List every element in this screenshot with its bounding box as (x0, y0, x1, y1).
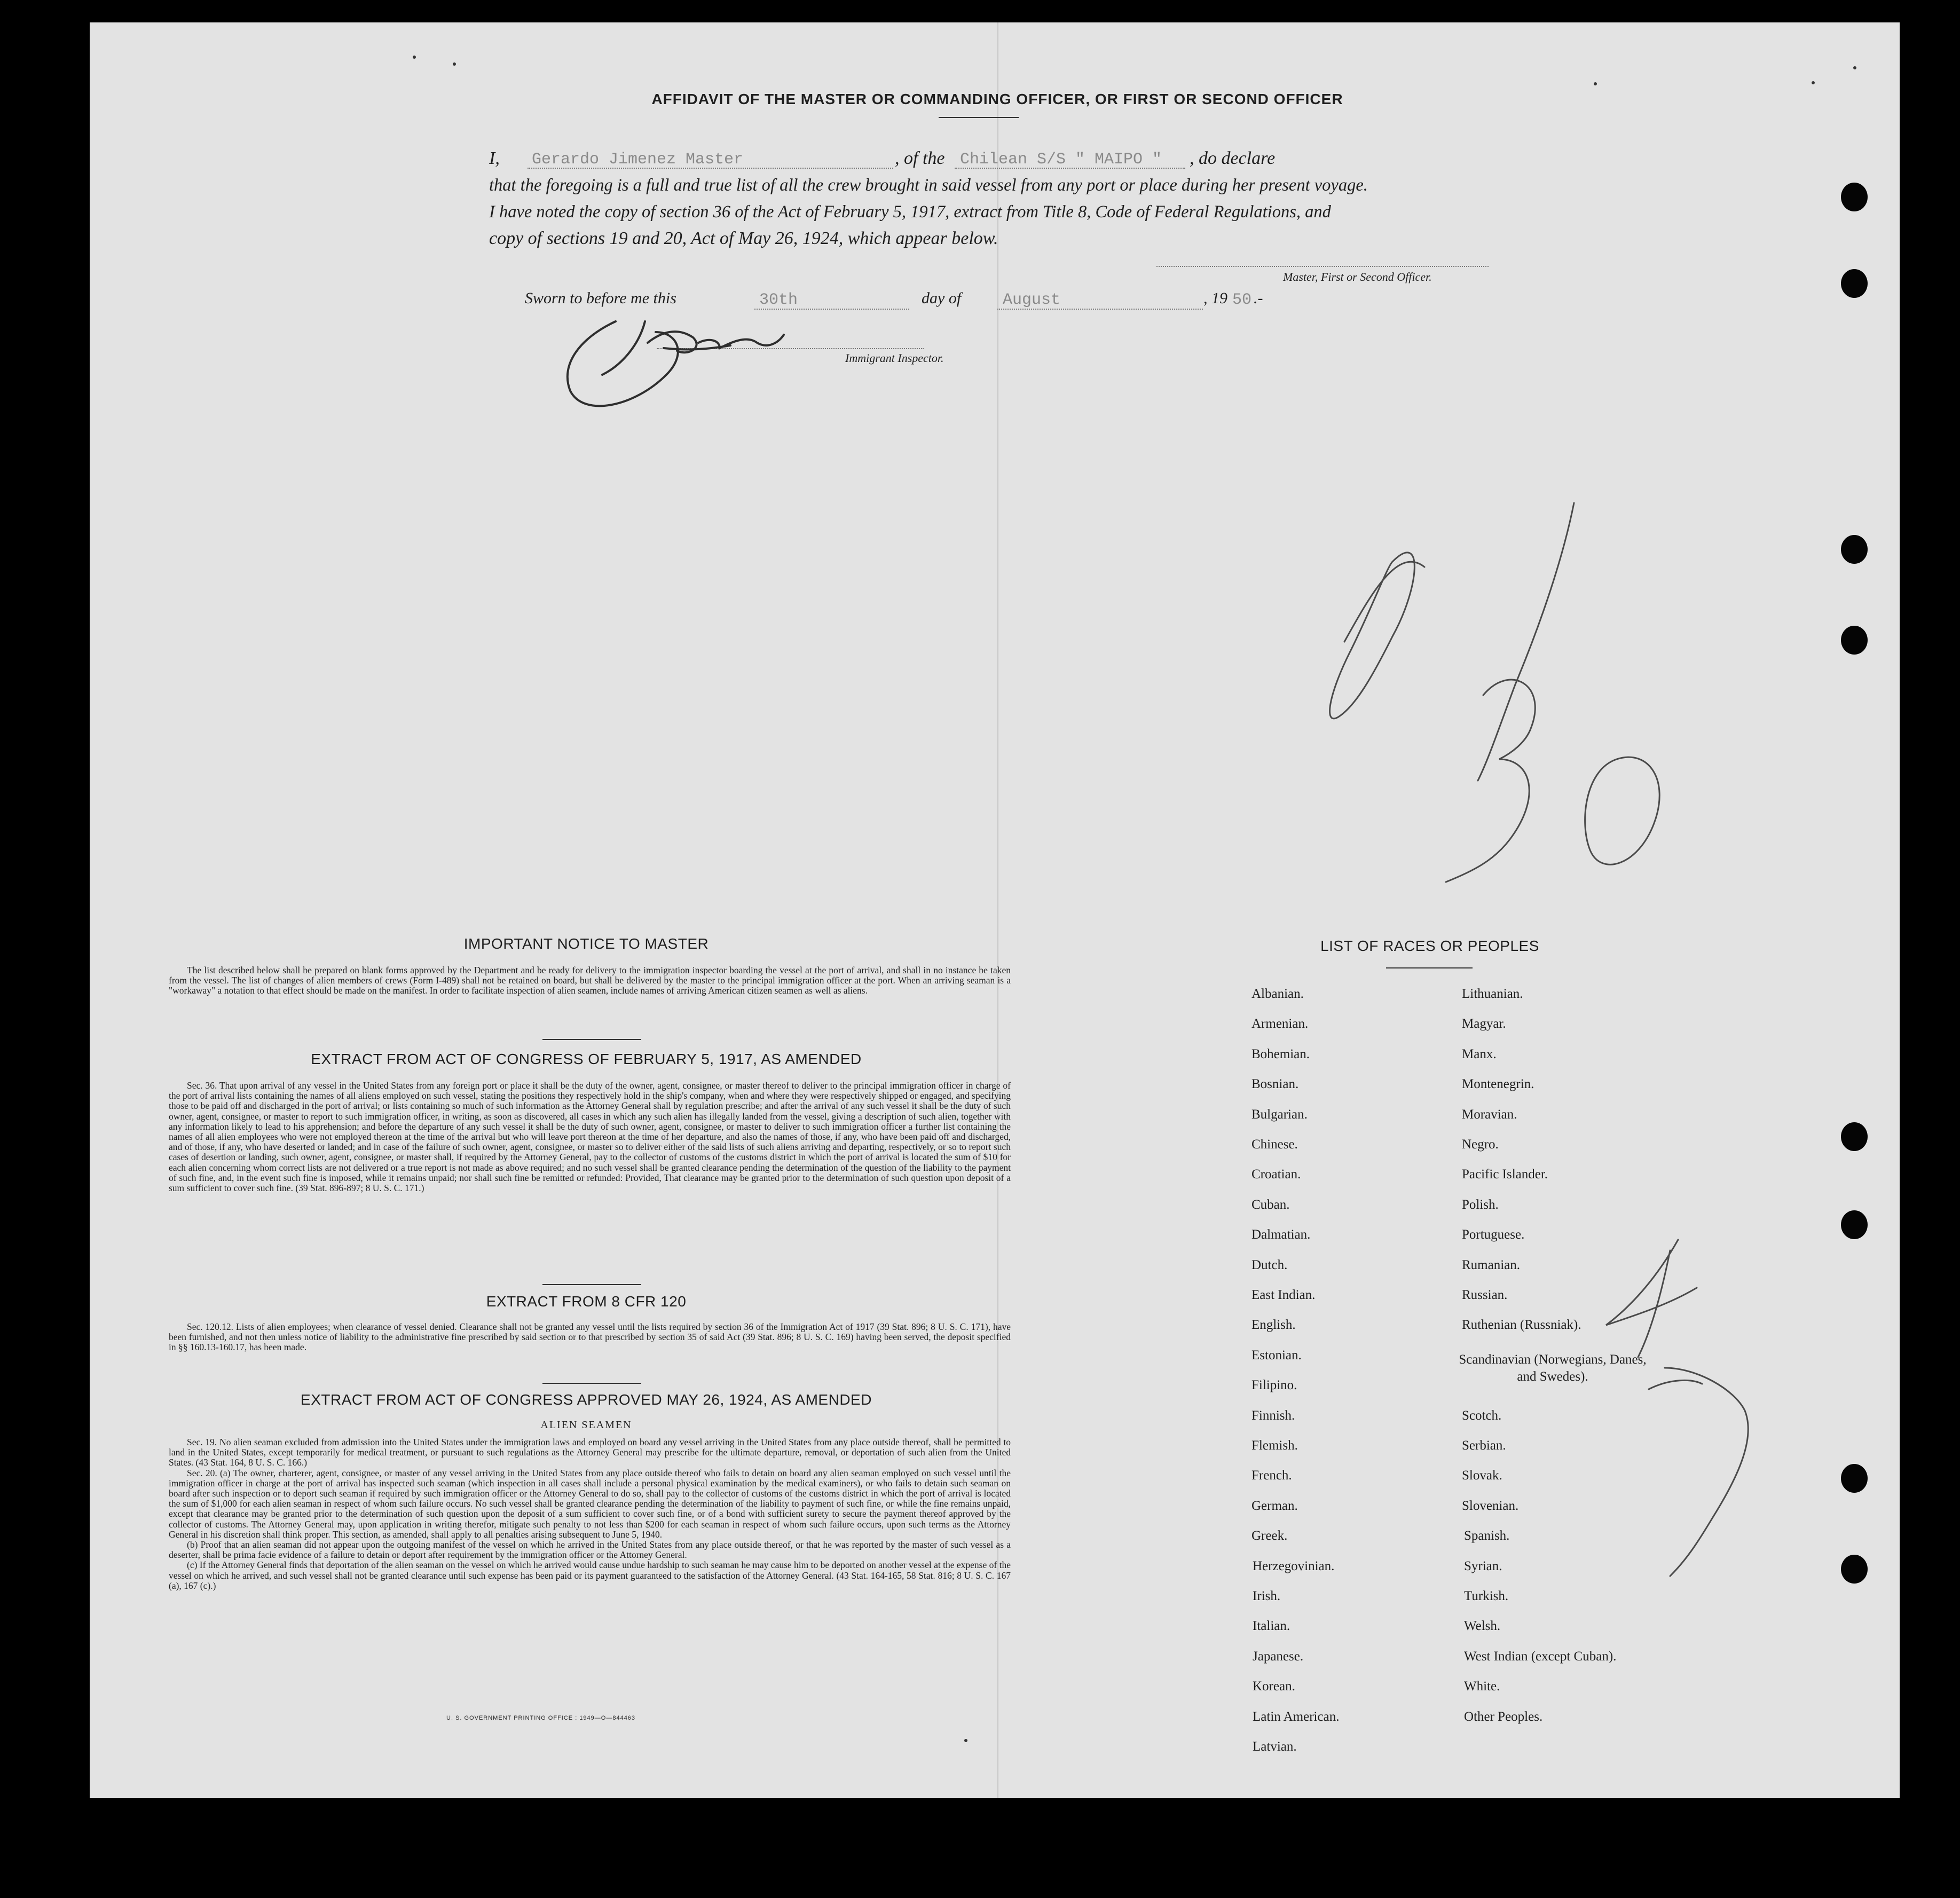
race-item: Slovenian. (1462, 1498, 1519, 1513)
race-item: Manx. (1462, 1046, 1497, 1061)
race-item: Estonian. (1251, 1348, 1302, 1363)
inspector-signature-scribble (568, 321, 784, 406)
declaration-line-3: I have noted the copy of section 36 of the Act of February 5, 1917, extract from Title 8, Code of Federal Regulations, and (489, 202, 1331, 222)
notice-body (169, 965, 1011, 996)
sworn-end: .- (1254, 289, 1263, 307)
alien-seamen-subtitle: ALIEN SEAMEN (540, 1419, 632, 1431)
declaration-line-2: that the foregoing is a full and true list of all the crew brought in said vessel from any port or place during her present voyage. (489, 176, 1368, 195)
master-name: Gerardo Jimenez Master (532, 151, 744, 169)
race-item: Scotch. (1462, 1408, 1502, 1423)
extract-cfr-title: EXTRACT FROM 8 CFR 120 (486, 1293, 687, 1310)
race-item: German. (1251, 1498, 1298, 1513)
notice-title: IMPORTANT NOTICE TO MASTER (463, 935, 709, 952)
extract-1924-title: EXTRACT FROM ACT OF CONGRESS APPROVED MAY 26, 1924, AS AMENDED (301, 1391, 872, 1408)
race-item: Russian. (1462, 1288, 1508, 1302)
race-item: Other Peoples. (1464, 1709, 1543, 1724)
extract-cfr-body (169, 1322, 1011, 1353)
handwritten-43 (1606, 1240, 1748, 1576)
race-item: Lithuanian. (1462, 987, 1523, 1001)
inspector-label: Immigrant Inspector. (845, 351, 944, 365)
races-title: LIST OF RACES OR PEOPLES (1320, 938, 1539, 954)
race-item: Cuban. (1251, 1197, 1290, 1212)
race-item: Albanian. (1251, 987, 1304, 1001)
of-the-text: , of the (895, 148, 945, 168)
master-label: Master, First or Second Officer. (1283, 270, 1432, 283)
extract-1917-body (169, 1081, 1011, 1193)
sworn-year: 50 (1232, 291, 1252, 309)
race-item: Serbian. (1462, 1438, 1506, 1453)
race-item: Welsh. (1464, 1619, 1501, 1634)
sworn-day: 30th (759, 291, 798, 309)
race-item: Polish. (1462, 1197, 1499, 1212)
sec-20b-paragraph: (b) Proof that an alien seaman did not appear upon the outgoing manifest of the vessel on which he arrived in the United States from any place outside thereof, or that he was reported by the master of such vessel as a deserter, shall be prima facie evidence of a failure to detain or deport after requirement by the immigration officer or the Attorney General. (169, 1539, 1011, 1561)
race-item: Herzegovinian. (1253, 1558, 1335, 1573)
sec-19-paragraph: Sec. 19. No alien seaman excluded from admission into the United States under the immigration laws and employed on board any vessel arriving in the United States from any place outside thereof, shall be permitted to land in the United States, except temporarily for medical treatment, or pursuant to such regulations as the Attorney General may prescribe for the ultimate departure, removal, or deportation of such alien from the United States. (43 Stat. 164, 8 U. S. C. 166.) (169, 1437, 1011, 1468)
race-item: Bulgarian. (1251, 1107, 1308, 1122)
handwritten-8-30 (1330, 503, 1660, 882)
affidavit-title: AFFIDAVIT OF THE MASTER OR COMMANDING OFFICER, OR FIRST OR SECOND OFFICER (651, 91, 1343, 107)
race-item: Negro. (1462, 1137, 1499, 1152)
section-rule (542, 1383, 641, 1384)
day-of-text: day of (922, 289, 962, 307)
race-item: Dutch. (1251, 1257, 1288, 1272)
sec-20a-paragraph: Sec. 20. (a) The owner, charterer, agent, consignee, or master of any vessel arriving in the United States from any place outside thereof who fails to detain on board any alien seaman employed on such vessel until the immigration officer in charge at the port of arrival has inspected such seaman (which inspection in all cases shall include a personal physical examination by the medical examiners), or who fails to detain such seaman on board after such inspection or to deport such seaman if required by such immigration officer or the Attorney General to do so, shall pay to the collector of customs of the customs district in which the port of arrival is located the sum of $1,000 for each alien seaman in respect of whom such failure occurs. No such vessel shall be granted clearance pending the determination of the liability to payment of such fine, or while the fine remains unpaid, except that clearance may be granted prior to the determination of such question upon the deposit of a sum sufficient to cover such fine, or of a bond with sufficient surety to secure the payment thereof approved by the collector of customs. The Attorney General may, upon application in writing therefor, mitigate such penalty to not less than $200 for each seaman in respect of whom such failure occurs, upon such terms as the Attorney General in his discretion shall think proper. This section, as amended, shall apply to all penalties arising subsequent to June 5, 1940. (169, 1467, 1011, 1540)
race-item: Japanese. (1253, 1649, 1304, 1664)
sworn-month: August (1003, 291, 1061, 309)
race-item: English. (1251, 1318, 1296, 1333)
extract-1917-title: EXTRACT FROM ACT OF CONGRESS OF FEBRUARY 5, 1917, AS AMENDED (311, 1051, 862, 1067)
race-item: Moravian. (1462, 1107, 1517, 1122)
races-rule (1386, 967, 1473, 968)
race-item: Rumanian. (1462, 1257, 1521, 1272)
race-item: Filipino. (1251, 1378, 1297, 1393)
notice-paragraph: The list described below shall be prepared on blank forms approved by the Department and be ready for delivery to the immigration inspector boarding the vessel at the port of arrival, and shall in no instance be taken from the vessel. The list of changes of alien members of crews (Form I-489) shall not be retained on board, but shall be delivered by the master to the principal immigration officer at the port. When an arriving seaman is a "workaway" a notation to that effect should be made on the manifest. In order to facilitate inspection of alien seamen, include names of arriving American citizen seamen as well as aliens. (169, 965, 1011, 996)
race-item: Finnish. (1251, 1408, 1295, 1423)
do-declare-text: , do declare (1190, 148, 1276, 168)
race-item: Magyar. (1462, 1017, 1506, 1031)
race-item: Bosnian. (1251, 1077, 1299, 1092)
vessel-name: Chilean S/S " MAIPO " (960, 151, 1162, 169)
race-item: Montenegrin. (1462, 1077, 1534, 1092)
document-page (90, 22, 1900, 1798)
sec-120-12-paragraph: Sec. 120.12. Lists of alien employees; when clearance of vessel denied. Clearance shall not be granted any vessel until the lists required by section 36 of the Immigration Act of 1917 (39 Stat. 896; 8 U. S. C. 171), have been furnished, and not then unless notice of liability to the administrative fine prescribed by said section or to that prescribed by section 35 of said Act (39 Stat. 896; 8 U. S. C. 169) having been served, the deposit specified in §§ 160.13-160.17, has been made. (169, 1321, 1011, 1353)
sec-36-paragraph: Sec. 36. That upon arrival of any vessel in the United States from any foreign port or place it shall be the duty of the owner, agent, consignee, or master thereof to deliver to the principal immigration officer in charge of the port of arrival lists containing the names of all aliens employed on such vessel, stating the positions they respectively hold in the ship's company, when and where they were respectively shipped or engaged, and specifying those to be paid off and discharged in the port of arrival; or lists containing so much of such information as the Attorney General shall by regulation prescribe; and after the arrival of any such vessel it shall be the duty of such owner, agent, consignee, or master to report to such immigration officer, in writing, as soon as discovered, all cases in which any such alien has illegally landed from the vessel, giving a description of such alien, together with any information likely to lead to his apprehension; and before the departure of any such vessel it shall be the duty of such owner, agent, consignee, or master to deliver to such immigration officer a further list containing the names of all alien employees who were not employed thereon at the time of the arrival but who will leave port thereon at the time of her departure, and also the names of those, if any, who have been paid off and discharged, and of those, if any, who have deserted or landed; and in case of the failure of such owner, agent, consignee, or master so to deliver either of the said lists of such aliens arriving and departing, respectively, or so to report such cases of desertion or landing, such owner, agent, consignee, or master shall, if required by the Attorney General, pay to the collector of customs of the customs district in which the port of arrival is located the sum of $10 for each alien concerning whom correct lists are not delivered or a true report is not made as above required; and no such vessel shall be granted clearance pending the determination of the question of the liability to the payment of such fine, and, in the event such fine is imposed, while it remains unpaid; nor shall such fine be remitted or refunded: Provided, That clearance may be granted prior to the determination of such question upon deposit of a sum sufficient to cover such fine. (39 Stat. 896-897; 8 U. S. C. 171.) (169, 1080, 1011, 1194)
extract-1924-body (169, 1437, 1011, 1591)
race-item: Ruthenian (Russniak). (1462, 1318, 1581, 1333)
race-item: Greek. (1251, 1529, 1288, 1543)
race-item: Turkish. (1464, 1589, 1509, 1603)
declaration-line-4: copy of sections 19 and 20, Act of May 26, 1924, which appear below. (489, 229, 998, 248)
section-rule (542, 1039, 641, 1040)
race-item: Irish. (1253, 1589, 1281, 1603)
race-item: East Indian. (1251, 1288, 1316, 1302)
race-item: White. (1464, 1679, 1500, 1694)
race-item: Slovak. (1462, 1468, 1502, 1483)
race-item: West Indian (except Cuban). (1464, 1649, 1617, 1664)
race-item: Italian. (1253, 1619, 1290, 1634)
sworn-text: Sworn to before me this (525, 289, 676, 307)
race-item: Spanish. (1464, 1529, 1510, 1543)
race-item: Latvian. (1253, 1739, 1297, 1754)
race-item: Syrian. (1464, 1558, 1502, 1573)
race-item: French. (1251, 1468, 1292, 1483)
race-item: Latin American. (1253, 1709, 1340, 1724)
section-rule (542, 1284, 641, 1285)
race-item: Portuguese. (1462, 1227, 1525, 1242)
race-item: Korean. (1253, 1679, 1295, 1694)
declaration-i: I, (489, 148, 500, 168)
race-item: Croatian. (1251, 1167, 1301, 1182)
race-item: Scandinavian (Norwegians, Danes, and Swedes). (1459, 1352, 1647, 1384)
sec-20c-paragraph: (c) If the Attorney General finds that deportation of the alien seaman on the vessel on which he arrived would cause undue hardship to such seaman he may cause him to be deported on another vessel at the expense of the vessel on which he arrived, and such vessel shall not be granted clearance until such expense has been paid or its payment guaranteed to the satisfaction of the Attorney General. (43 Stat. 164-165, 58 Stat. 816; 8 U. S. C. 167 (a), 167 (c).) (169, 1560, 1011, 1591)
race-item: Bohemian. (1251, 1046, 1310, 1061)
race-item: Pacific Islander. (1462, 1167, 1548, 1182)
race-item: Armenian. (1251, 1017, 1309, 1031)
year-prefix: , 19 (1203, 289, 1227, 307)
race-item: Flemish. (1251, 1438, 1298, 1453)
race-item: Dalmatian. (1251, 1227, 1311, 1242)
printing-office-imprint: U. S. GOVERNMENT PRINTING OFFICE : 1949—O—844463 (446, 1715, 636, 1721)
race-item: Chinese. (1251, 1137, 1298, 1152)
